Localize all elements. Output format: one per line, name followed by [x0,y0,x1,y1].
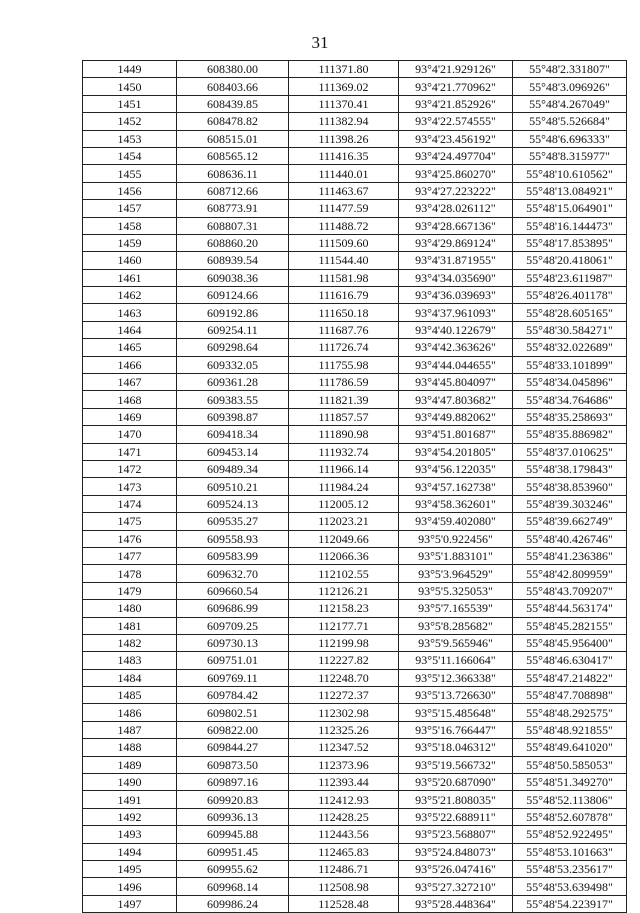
longitude-cell: 93°5'1.883101" [399,547,513,564]
latitude-cell: 55°48'44.563174" [513,600,627,617]
latitude-cell: 55°48'53.101663" [513,843,627,860]
y-coordinate-cell: 112102.55 [289,565,399,582]
point-number-cell: 1489 [83,756,177,773]
table-row [83,808,627,825]
table-row [83,878,627,895]
point-number-cell: 1477 [83,547,177,564]
longitude-cell: 93°4'28.667136" [399,217,513,234]
y-coordinate-cell: 112325.26 [289,721,399,738]
y-coordinate-cell: 111509.60 [289,234,399,251]
latitude-cell: 55°48'49.641020" [513,739,627,756]
longitude-cell: 93°4'25.860270" [399,165,513,182]
y-coordinate-cell: 111398.26 [289,130,399,147]
point-number-cell: 1493 [83,826,177,843]
point-number-cell: 1485 [83,687,177,704]
longitude-cell: 93°5'13.726630" [399,687,513,704]
point-number-cell: 1484 [83,669,177,686]
longitude-cell: 93°5'18.046312" [399,739,513,756]
longitude-cell: 93°5'9.565946" [399,634,513,651]
x-coordinate-cell: 609361.28 [177,374,289,391]
table-row [83,130,627,147]
x-coordinate-cell: 608380.00 [177,61,289,78]
x-coordinate-cell: 609535.27 [177,513,289,530]
latitude-cell: 55°48'28.605165" [513,304,627,321]
point-number-cell: 1450 [83,78,177,95]
x-coordinate-cell: 609751.01 [177,652,289,669]
y-coordinate-cell: 111786.59 [289,374,399,391]
longitude-cell: 93°4'21.929126" [399,61,513,78]
longitude-cell: 93°4'22.574555" [399,113,513,130]
latitude-cell: 55°48'45.956400" [513,634,627,651]
latitude-cell: 55°48'35.886982" [513,426,627,443]
latitude-cell: 55°48'8.315977" [513,147,627,164]
longitude-cell: 93°4'29.869124" [399,234,513,251]
x-coordinate-cell: 609453.14 [177,443,289,460]
latitude-cell: 55°48'53.235617" [513,860,627,877]
x-coordinate-cell: 608478.82 [177,113,289,130]
table-row [83,408,627,425]
x-coordinate-cell: 609968.14 [177,878,289,895]
table-row [83,460,627,477]
longitude-cell: 93°4'34.035690" [399,269,513,286]
table-row [83,61,627,78]
x-coordinate-cell: 609936.13 [177,808,289,825]
point-number-cell: 1474 [83,495,177,512]
y-coordinate-cell: 111463.67 [289,182,399,199]
table-row [83,182,627,199]
x-coordinate-cell: 608807.31 [177,217,289,234]
latitude-cell: 55°48'2.331807" [513,61,627,78]
y-coordinate-cell: 111755.98 [289,356,399,373]
y-coordinate-cell: 111477.59 [289,200,399,217]
x-coordinate-cell: 609873.50 [177,756,289,773]
x-coordinate-cell: 609955.62 [177,860,289,877]
table-row [83,374,627,391]
point-number-cell: 1463 [83,304,177,321]
x-coordinate-cell: 608773.91 [177,200,289,217]
longitude-cell: 93°5'20.687090" [399,774,513,791]
table-row [83,443,627,460]
y-coordinate-cell: 112199.98 [289,634,399,651]
y-coordinate-cell: 111687.76 [289,321,399,338]
longitude-cell: 93°5'11.166064" [399,652,513,669]
point-number-cell: 1486 [83,704,177,721]
y-coordinate-cell: 112066.36 [289,547,399,564]
point-number-cell: 1488 [83,739,177,756]
x-coordinate-cell: 609254.11 [177,321,289,338]
x-coordinate-cell: 609038.36 [177,269,289,286]
longitude-cell: 93°4'27.223222" [399,182,513,199]
x-coordinate-cell: 609298.64 [177,339,289,356]
x-coordinate-cell: 609897.16 [177,774,289,791]
page-number: 31 [311,33,329,52]
latitude-cell: 55°48'4.267049" [513,95,627,112]
longitude-cell: 93°5'24.848073" [399,843,513,860]
longitude-cell: 93°4'51.801687" [399,426,513,443]
y-coordinate-cell: 111416.35 [289,147,399,164]
longitude-cell: 93°5'3.964529" [399,565,513,582]
point-number-cell: 1456 [83,182,177,199]
point-number-cell: 1449 [83,61,177,78]
y-coordinate-cell: 112347.52 [289,739,399,756]
y-coordinate-cell: 111371.80 [289,61,399,78]
point-number-cell: 1497 [83,895,177,912]
x-coordinate-cell: 609844.27 [177,739,289,756]
table-row [83,826,627,843]
latitude-cell: 55°48'16.144473" [513,217,627,234]
table-row [83,78,627,95]
latitude-cell: 55°48'35.258693" [513,408,627,425]
table-row [83,895,627,912]
latitude-cell: 55°48'50.585053" [513,756,627,773]
point-number-cell: 1487 [83,721,177,738]
x-coordinate-cell: 609632.70 [177,565,289,582]
y-coordinate-cell: 112428.25 [289,808,399,825]
y-coordinate-cell: 111488.72 [289,217,399,234]
table-row [83,791,627,808]
point-number-cell: 1462 [83,287,177,304]
y-coordinate-cell: 111581.98 [289,269,399,286]
y-coordinate-cell: 112373.96 [289,756,399,773]
table-row [83,269,627,286]
y-coordinate-cell: 112486.71 [289,860,399,877]
y-coordinate-cell: 112126.21 [289,582,399,599]
table-row [83,339,627,356]
longitude-cell: 93°4'24.497704" [399,147,513,164]
y-coordinate-cell: 111369.02 [289,78,399,95]
table-row [83,426,627,443]
latitude-cell: 55°48'26.401178" [513,287,627,304]
point-number-cell: 1494 [83,843,177,860]
point-number-cell: 1467 [83,374,177,391]
longitude-cell: 93°5'26.047416" [399,860,513,877]
point-number-cell: 1483 [83,652,177,669]
x-coordinate-cell: 609192.86 [177,304,289,321]
table-row [83,478,627,495]
latitude-cell: 55°48'30.584271" [513,321,627,338]
latitude-cell: 55°48'42.809959" [513,565,627,582]
latitude-cell: 55°48'40.426746" [513,530,627,547]
longitude-cell: 93°4'45.804097" [399,374,513,391]
latitude-cell: 55°48'39.662749" [513,513,627,530]
table-row [83,600,627,617]
longitude-cell: 93°5'21.808035" [399,791,513,808]
y-coordinate-cell: 111726.74 [289,339,399,356]
x-coordinate-cell: 608565.12 [177,147,289,164]
table-row [83,165,627,182]
y-coordinate-cell: 112049.66 [289,530,399,547]
table-row [83,582,627,599]
point-number-cell: 1472 [83,460,177,477]
x-coordinate-cell: 608439.85 [177,95,289,112]
latitude-cell: 55°48'15.064901" [513,200,627,217]
latitude-cell: 55°48'48.921855" [513,721,627,738]
x-coordinate-cell: 609951.45 [177,843,289,860]
latitude-cell: 55°48'17.853895" [513,234,627,251]
x-coordinate-cell: 609332.05 [177,356,289,373]
y-coordinate-cell: 112005.12 [289,495,399,512]
y-coordinate-cell: 112227.82 [289,652,399,669]
table-row [83,304,627,321]
table-row [83,513,627,530]
table-row [83,252,627,269]
x-coordinate-cell: 608636.11 [177,165,289,182]
latitude-cell: 55°48'52.922495" [513,826,627,843]
y-coordinate-cell: 111650.18 [289,304,399,321]
x-coordinate-cell: 608712.66 [177,182,289,199]
latitude-cell: 55°48'32.022689" [513,339,627,356]
x-coordinate-cell: 609489.34 [177,460,289,477]
x-coordinate-cell: 608515.01 [177,130,289,147]
latitude-cell: 55°48'48.292575" [513,704,627,721]
table-row [83,113,627,130]
longitude-cell: 93°5'12.366338" [399,669,513,686]
longitude-cell: 93°5'16.766447" [399,721,513,738]
point-number-cell: 1478 [83,565,177,582]
latitude-cell: 55°48'45.282155" [513,617,627,634]
longitude-cell: 93°4'54.201805" [399,443,513,460]
y-coordinate-cell: 112508.98 [289,878,399,895]
latitude-cell: 55°48'5.526684" [513,113,627,130]
point-number-cell: 1454 [83,147,177,164]
y-coordinate-cell: 111370.41 [289,95,399,112]
latitude-cell: 55°48'33.101899" [513,356,627,373]
point-number-cell: 1452 [83,113,177,130]
y-coordinate-cell: 112412.93 [289,791,399,808]
latitude-cell: 55°48'47.214822" [513,669,627,686]
coordinates-table-body [83,61,627,913]
x-coordinate-cell: 609524.13 [177,495,289,512]
longitude-cell: 93°4'21.770962" [399,78,513,95]
latitude-cell: 55°48'46.630417" [513,652,627,669]
y-coordinate-cell: 111890.98 [289,426,399,443]
table-row [83,147,627,164]
longitude-cell: 93°4'40.122679" [399,321,513,338]
x-coordinate-cell: 609418.34 [177,426,289,443]
y-coordinate-cell: 111932.74 [289,443,399,460]
longitude-cell: 93°5'28.448364" [399,895,513,912]
latitude-cell: 55°48'3.096926" [513,78,627,95]
table-row [83,495,627,512]
table-row [83,617,627,634]
longitude-cell: 93°5'27.327210" [399,878,513,895]
table-row [83,634,627,651]
longitude-cell: 93°4'49.882062" [399,408,513,425]
table-row [83,687,627,704]
y-coordinate-cell: 111440.01 [289,165,399,182]
point-number-cell: 1458 [83,217,177,234]
table-row [83,217,627,234]
x-coordinate-cell: 608403.66 [177,78,289,95]
latitude-cell: 55°48'41.236386" [513,547,627,564]
y-coordinate-cell: 112393.44 [289,774,399,791]
x-coordinate-cell: 609660.54 [177,582,289,599]
x-coordinate-cell: 609822.00 [177,721,289,738]
table-row [83,669,627,686]
y-coordinate-cell: 111616.79 [289,287,399,304]
y-coordinate-cell: 112177.71 [289,617,399,634]
point-number-cell: 1480 [83,600,177,617]
y-coordinate-cell: 111382.94 [289,113,399,130]
point-number-cell: 1479 [83,582,177,599]
table-row [83,756,627,773]
point-number-cell: 1460 [83,252,177,269]
point-number-cell: 1475 [83,513,177,530]
longitude-cell: 93°4'23.456192" [399,130,513,147]
latitude-cell: 55°48'54.223917" [513,895,627,912]
point-number-cell: 1464 [83,321,177,338]
point-number-cell: 1491 [83,791,177,808]
point-number-cell: 1471 [83,443,177,460]
point-number-cell: 1496 [83,878,177,895]
point-number-cell: 1457 [83,200,177,217]
point-number-cell: 1459 [83,234,177,251]
y-coordinate-cell: 111821.39 [289,391,399,408]
x-coordinate-cell: 609730.13 [177,634,289,651]
table-row [83,530,627,547]
latitude-cell: 55°48'6.696333" [513,130,627,147]
longitude-cell: 93°5'19.566732" [399,756,513,773]
table-row [83,860,627,877]
latitude-cell: 55°48'37.010625" [513,443,627,460]
latitude-cell: 55°48'38.179843" [513,460,627,477]
longitude-cell: 93°4'58.362601" [399,495,513,512]
latitude-cell: 55°48'51.349270" [513,774,627,791]
longitude-cell: 93°5'5.325053" [399,582,513,599]
x-coordinate-cell: 609686.99 [177,600,289,617]
y-coordinate-cell: 112248.70 [289,669,399,686]
y-coordinate-cell: 111544.40 [289,252,399,269]
table-row [83,739,627,756]
point-number-cell: 1490 [83,774,177,791]
x-coordinate-cell: 609398.87 [177,408,289,425]
y-coordinate-cell: 112158.23 [289,600,399,617]
point-number-cell: 1466 [83,356,177,373]
longitude-cell: 93°4'31.871955" [399,252,513,269]
y-coordinate-cell: 111857.57 [289,408,399,425]
longitude-cell: 93°4'59.402080" [399,513,513,530]
table-row [83,704,627,721]
longitude-cell: 93°5'8.285682" [399,617,513,634]
longitude-cell: 93°4'44.044655" [399,356,513,373]
longitude-cell: 93°4'37.961093" [399,304,513,321]
point-number-cell: 1453 [83,130,177,147]
longitude-cell: 93°4'28.026112" [399,200,513,217]
table-row [83,721,627,738]
table-row [83,356,627,373]
y-coordinate-cell: 112272.37 [289,687,399,704]
longitude-cell: 93°5'7.165539" [399,600,513,617]
longitude-cell: 93°5'22.688911" [399,808,513,825]
point-number-cell: 1481 [83,617,177,634]
longitude-cell: 93°4'56.122035" [399,460,513,477]
longitude-cell: 93°4'47.803682" [399,391,513,408]
x-coordinate-cell: 609920.83 [177,791,289,808]
latitude-cell: 55°48'43.709207" [513,582,627,599]
point-number-cell: 1469 [83,408,177,425]
latitude-cell: 55°48'34.764686" [513,391,627,408]
y-coordinate-cell: 111984.24 [289,478,399,495]
longitude-cell: 93°5'0.922456" [399,530,513,547]
y-coordinate-cell: 112443.56 [289,826,399,843]
x-coordinate-cell: 609784.42 [177,687,289,704]
point-number-cell: 1468 [83,391,177,408]
point-number-cell: 1465 [83,339,177,356]
table-row [83,547,627,564]
table-row [83,200,627,217]
y-coordinate-cell: 111966.14 [289,460,399,477]
point-number-cell: 1451 [83,95,177,112]
point-number-cell: 1495 [83,860,177,877]
table-row [83,234,627,251]
latitude-cell: 55°48'23.611987" [513,269,627,286]
point-number-cell: 1473 [83,478,177,495]
point-number-cell: 1492 [83,808,177,825]
longitude-cell: 93°4'21.852926" [399,95,513,112]
latitude-cell: 55°48'20.418061" [513,252,627,269]
x-coordinate-cell: 609558.93 [177,530,289,547]
latitude-cell: 55°48'53.639498" [513,878,627,895]
table-row [83,652,627,669]
latitude-cell: 55°48'10.610562" [513,165,627,182]
y-coordinate-cell: 112528.48 [289,895,399,912]
x-coordinate-cell: 609583.99 [177,547,289,564]
latitude-cell: 55°48'13.084921" [513,182,627,199]
x-coordinate-cell: 609945.88 [177,826,289,843]
table-row [83,565,627,582]
point-number-cell: 1455 [83,165,177,182]
latitude-cell: 55°48'47.708898" [513,687,627,704]
x-coordinate-cell: 608939.54 [177,252,289,269]
x-coordinate-cell: 609124.66 [177,287,289,304]
table-row [83,774,627,791]
table-row [83,287,627,304]
x-coordinate-cell: 608860.20 [177,234,289,251]
y-coordinate-cell: 112302.98 [289,704,399,721]
table-row [83,391,627,408]
point-number-cell: 1461 [83,269,177,286]
x-coordinate-cell: 609510.21 [177,478,289,495]
point-number-cell: 1482 [83,634,177,651]
longitude-cell: 93°4'36.039693" [399,287,513,304]
longitude-cell: 93°5'23.568807" [399,826,513,843]
y-coordinate-cell: 112465.83 [289,843,399,860]
table-row [83,321,627,338]
longitude-cell: 93°4'42.363626" [399,339,513,356]
x-coordinate-cell: 609802.51 [177,704,289,721]
x-coordinate-cell: 609986.24 [177,895,289,912]
y-coordinate-cell: 112023.21 [289,513,399,530]
coordinates-table [82,60,627,913]
table-row [83,843,627,860]
x-coordinate-cell: 609383.55 [177,391,289,408]
latitude-cell: 55°48'34.045896" [513,374,627,391]
x-coordinate-cell: 609769.11 [177,669,289,686]
latitude-cell: 55°48'39.303246" [513,495,627,512]
table-row [83,95,627,112]
latitude-cell: 55°48'52.113806" [513,791,627,808]
longitude-cell: 93°5'15.485648" [399,704,513,721]
point-number-cell: 1476 [83,530,177,547]
point-number-cell: 1470 [83,426,177,443]
x-coordinate-cell: 609709.25 [177,617,289,634]
longitude-cell: 93°4'57.162738" [399,478,513,495]
latitude-cell: 55°48'38.853960" [513,478,627,495]
latitude-cell: 55°48'52.607878" [513,808,627,825]
